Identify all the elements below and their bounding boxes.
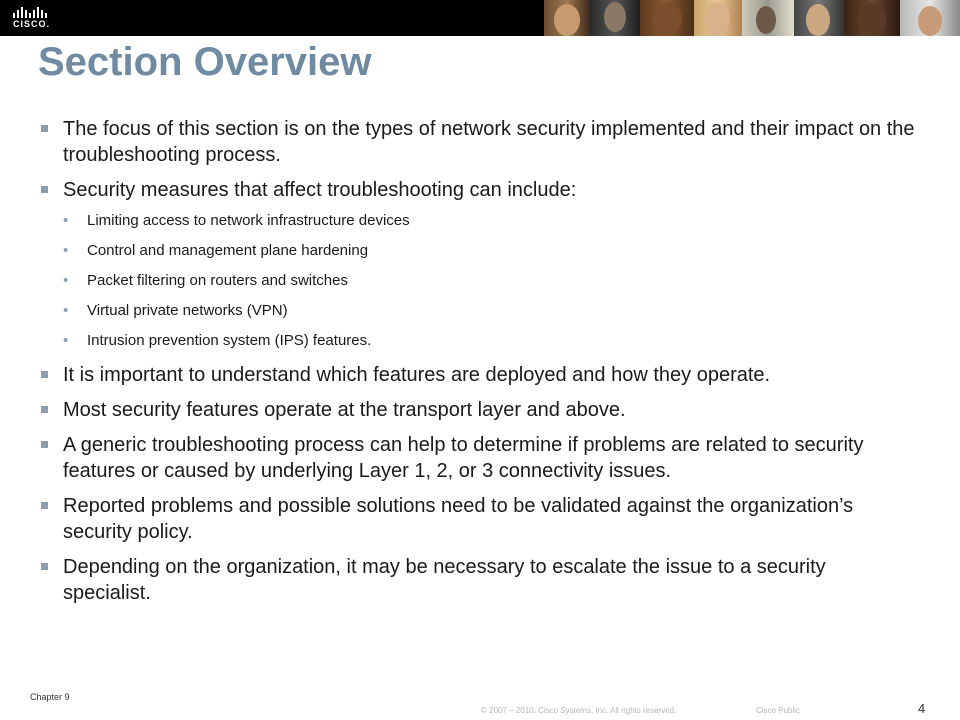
page-number: 4 xyxy=(918,701,926,716)
bullet-text: A generic troubleshooting process can help to determine if problems are related to security features or caused by underlying Layer 1, 2, or 3 connectivity issues. xyxy=(63,434,864,482)
footer-chapter: Chapter 9 xyxy=(30,692,70,702)
square-bullet-icon xyxy=(41,441,48,448)
slide-title: Section Overview xyxy=(38,40,372,84)
bullet-text: Reported problems and possible solutions need to be validated against the organization’s security policy. xyxy=(63,495,854,543)
sub-bullet-text: Control and management plane hardening xyxy=(87,242,369,259)
bullet-item xyxy=(38,177,918,203)
sub-bullet-item xyxy=(38,332,918,350)
photo-panel xyxy=(544,0,590,36)
bullet-item xyxy=(38,116,918,168)
dot-bullet-icon: • xyxy=(63,212,69,229)
photo-panel xyxy=(590,0,640,36)
sub-bullet-text: Packet filtering on routers and switches xyxy=(87,272,348,289)
photo-panel xyxy=(794,0,844,36)
photo-panel xyxy=(694,0,742,36)
photo-panel xyxy=(742,0,794,36)
sub-bullet-text: Virtual private networks (VPN) xyxy=(87,302,288,319)
sub-bullet-item xyxy=(38,272,918,290)
dot-bullet-icon: • xyxy=(63,332,69,349)
footer-copyright: © 2007 – 2010, Cisco Systems, Inc. All rights reserved. xyxy=(481,706,677,715)
sub-bullet-text: Intrusion prevention system (IPS) features. xyxy=(87,332,372,349)
dot-bullet-icon: • xyxy=(63,302,69,319)
dot-bullet-icon: • xyxy=(63,242,69,259)
square-bullet-icon xyxy=(41,563,48,570)
photo-panel xyxy=(844,0,900,36)
photo-panel xyxy=(640,0,694,36)
header-photo-strip xyxy=(544,0,960,36)
sub-bullet-item xyxy=(38,212,918,230)
sub-bullet-item xyxy=(38,242,918,260)
bullet-item xyxy=(38,397,918,423)
slide-body xyxy=(38,116,918,615)
sub-bullet-list xyxy=(38,212,918,350)
square-bullet-icon xyxy=(41,406,48,413)
dot-bullet-icon: • xyxy=(63,272,69,289)
bullet-text: It is important to understand which features are deployed and how they operate. xyxy=(63,364,771,386)
square-bullet-icon xyxy=(41,186,48,193)
bullet-item xyxy=(38,493,918,545)
bullet-item xyxy=(38,554,918,606)
photo-panel xyxy=(900,0,960,36)
sub-bullet-item xyxy=(38,302,918,320)
bullet-item xyxy=(38,362,918,388)
bullet-text: The focus of this section is on the types of network security implemented and their impact on the troubleshooting process. xyxy=(63,118,915,166)
bullet-text: Security measures that affect troubleshooting can include: xyxy=(63,179,577,201)
logo-wordmark: CISCO. xyxy=(13,19,51,29)
header-bar xyxy=(0,0,960,36)
bullet-text: Most security features operate at the transport layer and above. xyxy=(63,399,626,421)
square-bullet-icon xyxy=(41,371,48,378)
square-bullet-icon xyxy=(41,125,48,132)
footer-classification: Cisco Public xyxy=(756,706,801,715)
sub-bullet-text: Limiting access to network infrastructure devices xyxy=(87,212,410,229)
bullet-item xyxy=(38,432,918,484)
square-bullet-icon xyxy=(41,502,48,509)
bullet-text: Depending on the organization, it may be necessary to escalate the issue to a security specialist. xyxy=(63,556,826,604)
